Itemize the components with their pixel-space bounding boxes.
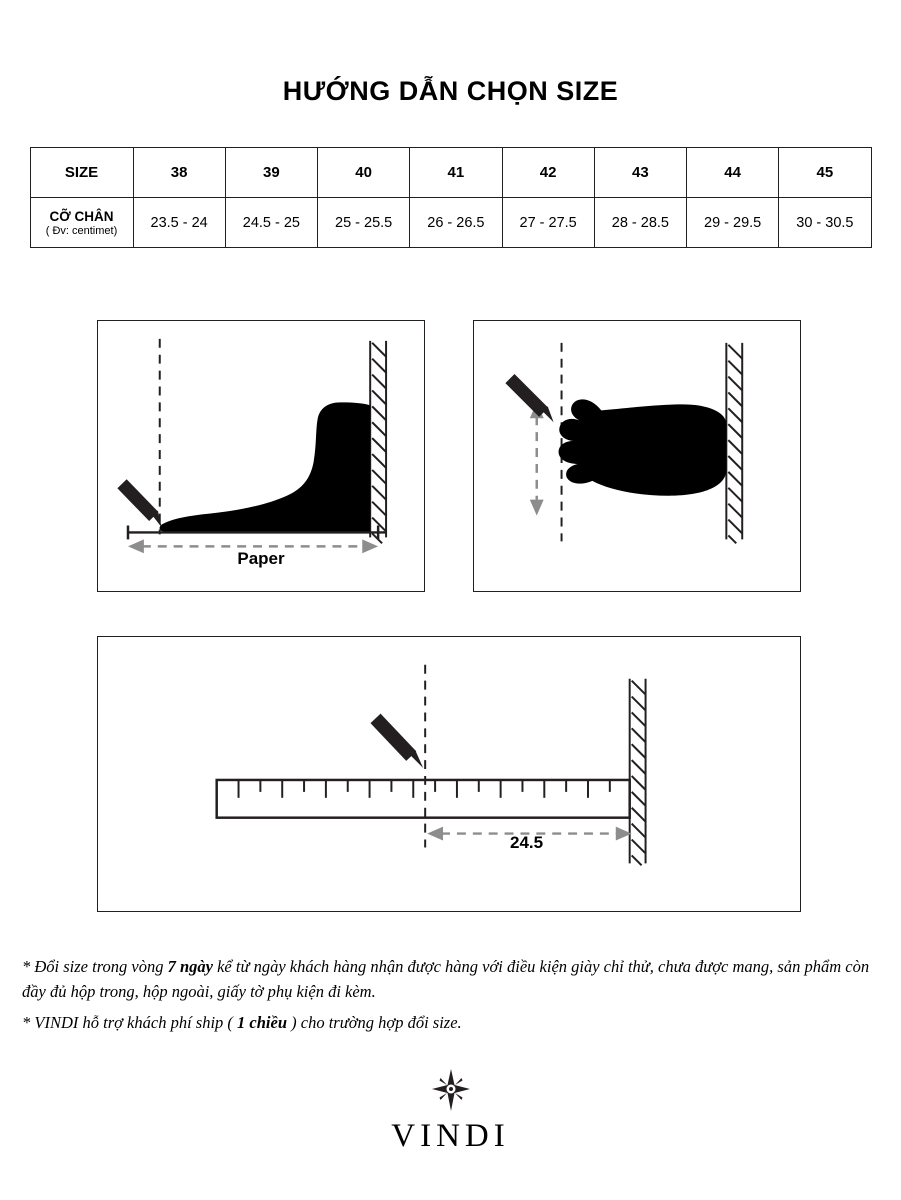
diagram-panels (0, 320, 901, 912)
note1-highlight: 7 ngày (167, 957, 213, 976)
table-row-label-foot-length (30, 198, 133, 248)
brand-block (0, 1068, 901, 1155)
wall-hatch-icon (370, 341, 386, 543)
table-header-size-7: 45 (779, 148, 871, 198)
paper-label: Paper (237, 549, 285, 568)
ruler-body (217, 780, 630, 818)
brand-name: VINDI (391, 1118, 510, 1154)
table-cell-length-6: 29 - 29.5 (687, 198, 779, 248)
table-header-size-4: 42 (502, 148, 594, 198)
table-cell-length-1: 24.5 - 25 (225, 198, 317, 248)
table-header-size-6: 44 (687, 148, 779, 198)
foot-silhouette (559, 399, 727, 495)
table-header-size-5: 43 (594, 148, 686, 198)
table-cell-length-5: 28 - 28.5 (594, 198, 686, 248)
diagram-ruler-measurement (97, 636, 801, 912)
row-label-unit: ( Đv: centimet) (45, 224, 118, 237)
ruler-illustration (98, 637, 800, 911)
table-header-size-2: 40 (318, 148, 410, 198)
compass-star-icon (429, 1068, 473, 1112)
table-cell-length-0: 23.5 - 24 (133, 198, 225, 248)
table-header-size-label: SIZE (30, 148, 133, 198)
wall-hatch-icon (726, 343, 742, 544)
table-row-header (30, 148, 871, 198)
pencil-icon (122, 472, 162, 528)
size-table-container (30, 147, 872, 248)
table-header-size-3: 41 (410, 148, 502, 198)
width-measure-arrow (530, 402, 544, 515)
policy-notes (22, 955, 879, 1041)
table-row-foot-length (30, 198, 871, 248)
note1-suffix: kể từ ngày khách hàng nhận được hàng với điều kiện giày chỉ thử, chưa được mang, sản phẩm còn đầy đủ hộp trong, hộp ngoài, giấy tờ phụ kiện đi kèm. (22, 957, 870, 1001)
note-shipping-policy (22, 1011, 879, 1036)
table-cell-length-7: 30 - 30.5 (779, 198, 871, 248)
foot-silhouette (160, 402, 371, 531)
note1-prefix: * Đổi size trong vòng (22, 957, 168, 976)
note2-suffix: ) cho trường hợp đổi size. (287, 1012, 462, 1032)
table-cell-length-2: 25 - 25.5 (318, 198, 410, 248)
top-view-illustration (474, 321, 800, 591)
note2-prefix: * VINDI hỗ trợ khách phí ship ( (22, 1012, 238, 1032)
wall-hatch-icon (630, 679, 646, 866)
note2-highlight: 1 chiều (237, 1012, 288, 1032)
row-label-text: CỠ CHÂN (49, 208, 114, 224)
measured-value-label: 24.5 (510, 833, 544, 852)
page-title: HƯỚNG DẪN CHỌN SIZE (282, 76, 619, 106)
note-exchange-policy (22, 955, 879, 1005)
pencil-icon (376, 718, 424, 768)
table-cell-length-4: 27 - 27.5 (502, 198, 594, 248)
diagram-side-view-foot-on-paper (97, 320, 425, 592)
table-cell-length-3: 26 - 26.5 (410, 198, 502, 248)
table-header-size-1: 39 (225, 148, 317, 198)
diagram-top-view-foot (473, 320, 801, 592)
size-chart-table (30, 147, 872, 248)
table-header-size-0: 38 (133, 148, 225, 198)
